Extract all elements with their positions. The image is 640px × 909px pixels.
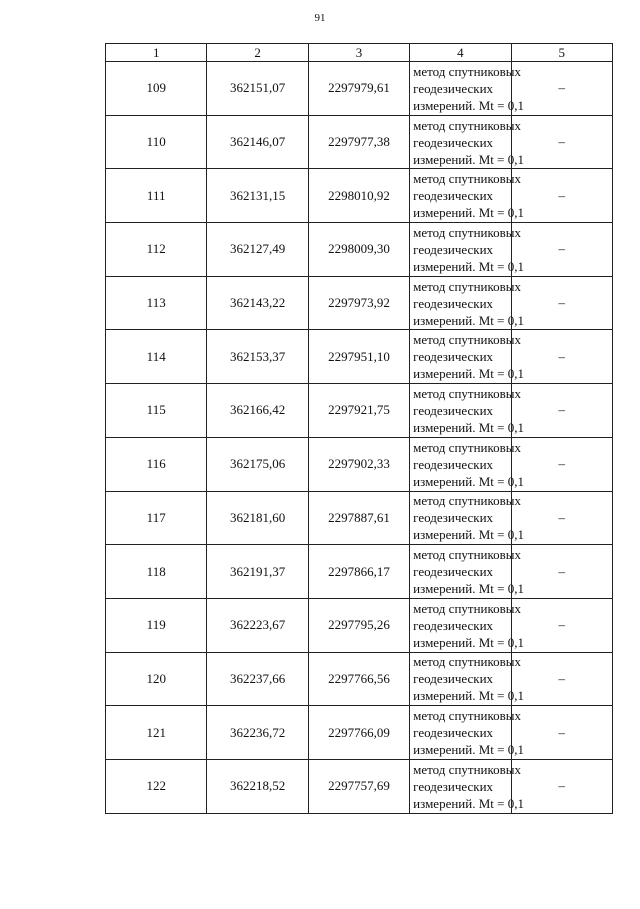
table-row <box>106 115 613 169</box>
method-cell <box>410 115 524 169</box>
table-row <box>106 706 613 760</box>
x-coordinate-cell: 362151,07 <box>207 62 308 116</box>
method-line: метод спутниковых <box>413 63 522 79</box>
method-line: метод спутниковых <box>413 171 522 187</box>
method-line: геодезических <box>413 778 494 794</box>
method-line: измерений. Mt = 0,1 <box>413 795 524 811</box>
y-coordinate-cell: 2297979,61 <box>308 62 409 116</box>
method-line: метод спутниковых <box>413 224 522 240</box>
method-cell <box>410 652 524 706</box>
point-number-cell: 119 <box>106 598 207 652</box>
method-line: измерений. Mt = 0,1 <box>413 634 524 650</box>
note-cell: – <box>511 384 612 438</box>
note-cell: – <box>511 652 612 706</box>
y-coordinate-cell: 2297973,92 <box>308 276 409 330</box>
method-line: измерений. Mt = 0,1 <box>413 312 524 328</box>
method-line: метод спутниковых <box>413 493 522 509</box>
table-header-row <box>106 44 613 62</box>
method-cell <box>410 598 524 652</box>
method-line: метод спутниковых <box>413 117 522 133</box>
method-line: измерений. Mt = 0,1 <box>413 97 524 113</box>
x-coordinate-cell: 362146,07 <box>207 115 308 169</box>
method-cell <box>410 437 524 491</box>
method-cell <box>410 223 524 277</box>
table-body <box>106 62 613 814</box>
column-header: 5 <box>511 44 612 62</box>
method-line: метод спутниковых <box>413 654 522 670</box>
y-coordinate-cell: 2297951,10 <box>308 330 409 384</box>
table-row <box>106 759 613 813</box>
method-line: геодезических <box>413 134 494 150</box>
method-cell <box>410 491 524 545</box>
method-line: измерений. Mt = 0,1 <box>413 688 524 704</box>
x-coordinate-cell: 362153,37 <box>207 330 308 384</box>
note-cell: – <box>511 545 612 599</box>
x-coordinate-cell: 362223,67 <box>207 598 308 652</box>
point-number-cell: 112 <box>106 223 207 277</box>
x-coordinate-cell: 362131,15 <box>207 169 308 223</box>
method-cell <box>410 276 524 330</box>
page-number: 91 <box>314 12 326 24</box>
table-row <box>106 169 613 223</box>
y-coordinate-cell: 2297977,38 <box>308 115 409 169</box>
x-coordinate-cell: 362236,72 <box>207 706 308 760</box>
method-line: геодезических <box>413 241 494 257</box>
table-row <box>106 545 613 599</box>
x-coordinate-cell: 362166,42 <box>207 384 308 438</box>
note-cell: – <box>511 115 612 169</box>
table-row <box>106 491 613 545</box>
method-line: метод спутниковых <box>413 547 522 563</box>
table-row <box>106 437 613 491</box>
method-line: измерений. Mt = 0,1 <box>413 742 524 758</box>
point-number-cell: 120 <box>106 652 207 706</box>
point-number-cell: 121 <box>106 706 207 760</box>
method-line: геодезических <box>413 295 494 311</box>
method-line: метод спутниковых <box>413 600 522 616</box>
point-number-cell: 122 <box>106 759 207 813</box>
y-coordinate-cell: 2297766,09 <box>308 706 409 760</box>
note-cell: – <box>511 437 612 491</box>
x-coordinate-cell: 362143,22 <box>207 276 308 330</box>
coordinates-table <box>105 43 613 814</box>
point-number-cell: 115 <box>106 384 207 438</box>
point-number-cell: 118 <box>106 545 207 599</box>
note-cell: – <box>511 276 612 330</box>
method-line: геодезических <box>413 510 494 526</box>
x-coordinate-cell: 362175,06 <box>207 437 308 491</box>
method-cell <box>410 384 524 438</box>
method-line: измерений. Mt = 0,1 <box>413 419 524 435</box>
column-header: 3 <box>308 44 409 62</box>
point-number-cell: 117 <box>106 491 207 545</box>
method-line: геодезических <box>413 671 494 687</box>
table-row <box>106 223 613 277</box>
x-coordinate-cell: 362218,52 <box>207 759 308 813</box>
column-header: 1 <box>106 44 207 62</box>
y-coordinate-cell: 2298010,92 <box>308 169 409 223</box>
method-line: геодезических <box>413 617 494 633</box>
point-number-cell: 116 <box>106 437 207 491</box>
note-cell: – <box>511 169 612 223</box>
method-line: метод спутниковых <box>413 278 522 294</box>
method-line: метод спутниковых <box>413 439 522 455</box>
y-coordinate-cell: 2297757,69 <box>308 759 409 813</box>
note-cell: – <box>511 598 612 652</box>
y-coordinate-cell: 2297866,17 <box>308 545 409 599</box>
point-number-cell: 109 <box>106 62 207 116</box>
note-cell: – <box>511 62 612 116</box>
method-cell <box>410 62 524 116</box>
method-cell <box>410 169 524 223</box>
method-line: геодезических <box>413 402 494 418</box>
method-line: метод спутниковых <box>413 761 522 777</box>
x-coordinate-cell: 362181,60 <box>207 491 308 545</box>
method-line: геодезических <box>413 725 494 741</box>
note-cell: – <box>511 759 612 813</box>
y-coordinate-cell: 2297887,61 <box>308 491 409 545</box>
method-line: измерений. Mt = 0,1 <box>413 366 524 382</box>
method-cell <box>410 706 524 760</box>
method-cell <box>410 759 524 813</box>
x-coordinate-cell: 362237,66 <box>207 652 308 706</box>
method-line: измерений. Mt = 0,1 <box>413 205 524 221</box>
column-header: 4 <box>410 44 511 62</box>
y-coordinate-cell: 2298009,30 <box>308 223 409 277</box>
method-cell <box>410 545 524 599</box>
note-cell: – <box>511 491 612 545</box>
method-line: геодезических <box>413 564 494 580</box>
method-line: геодезических <box>413 188 494 204</box>
x-coordinate-cell: 362191,37 <box>207 545 308 599</box>
point-number-cell: 113 <box>106 276 207 330</box>
table-row <box>106 330 613 384</box>
method-line: метод спутниковых <box>413 332 522 348</box>
method-cell <box>410 330 524 384</box>
note-cell: – <box>511 706 612 760</box>
method-line: метод спутниковых <box>413 708 522 724</box>
method-line: геодезических <box>413 349 494 365</box>
table-row <box>106 384 613 438</box>
method-line: измерений. Mt = 0,1 <box>413 527 524 543</box>
method-line: измерений. Mt = 0,1 <box>413 473 524 489</box>
table-row <box>106 652 613 706</box>
table-row <box>106 598 613 652</box>
method-line: измерений. Mt = 0,1 <box>413 151 524 167</box>
method-line: геодезических <box>413 456 494 472</box>
y-coordinate-cell: 2297902,33 <box>308 437 409 491</box>
point-number-cell: 110 <box>106 115 207 169</box>
x-coordinate-cell: 362127,49 <box>207 223 308 277</box>
point-number-cell: 111 <box>106 169 207 223</box>
method-line: измерений. Mt = 0,1 <box>413 258 524 274</box>
y-coordinate-cell: 2297921,75 <box>308 384 409 438</box>
note-cell: – <box>511 223 612 277</box>
y-coordinate-cell: 2297795,26 <box>308 598 409 652</box>
method-line: метод спутниковых <box>413 385 522 401</box>
method-line: геодезических <box>413 80 494 96</box>
note-cell: – <box>511 330 612 384</box>
table-row <box>106 62 613 116</box>
y-coordinate-cell: 2297766,56 <box>308 652 409 706</box>
column-header: 2 <box>207 44 308 62</box>
method-line: измерений. Mt = 0,1 <box>413 581 524 597</box>
table-row <box>106 276 613 330</box>
point-number-cell: 114 <box>106 330 207 384</box>
